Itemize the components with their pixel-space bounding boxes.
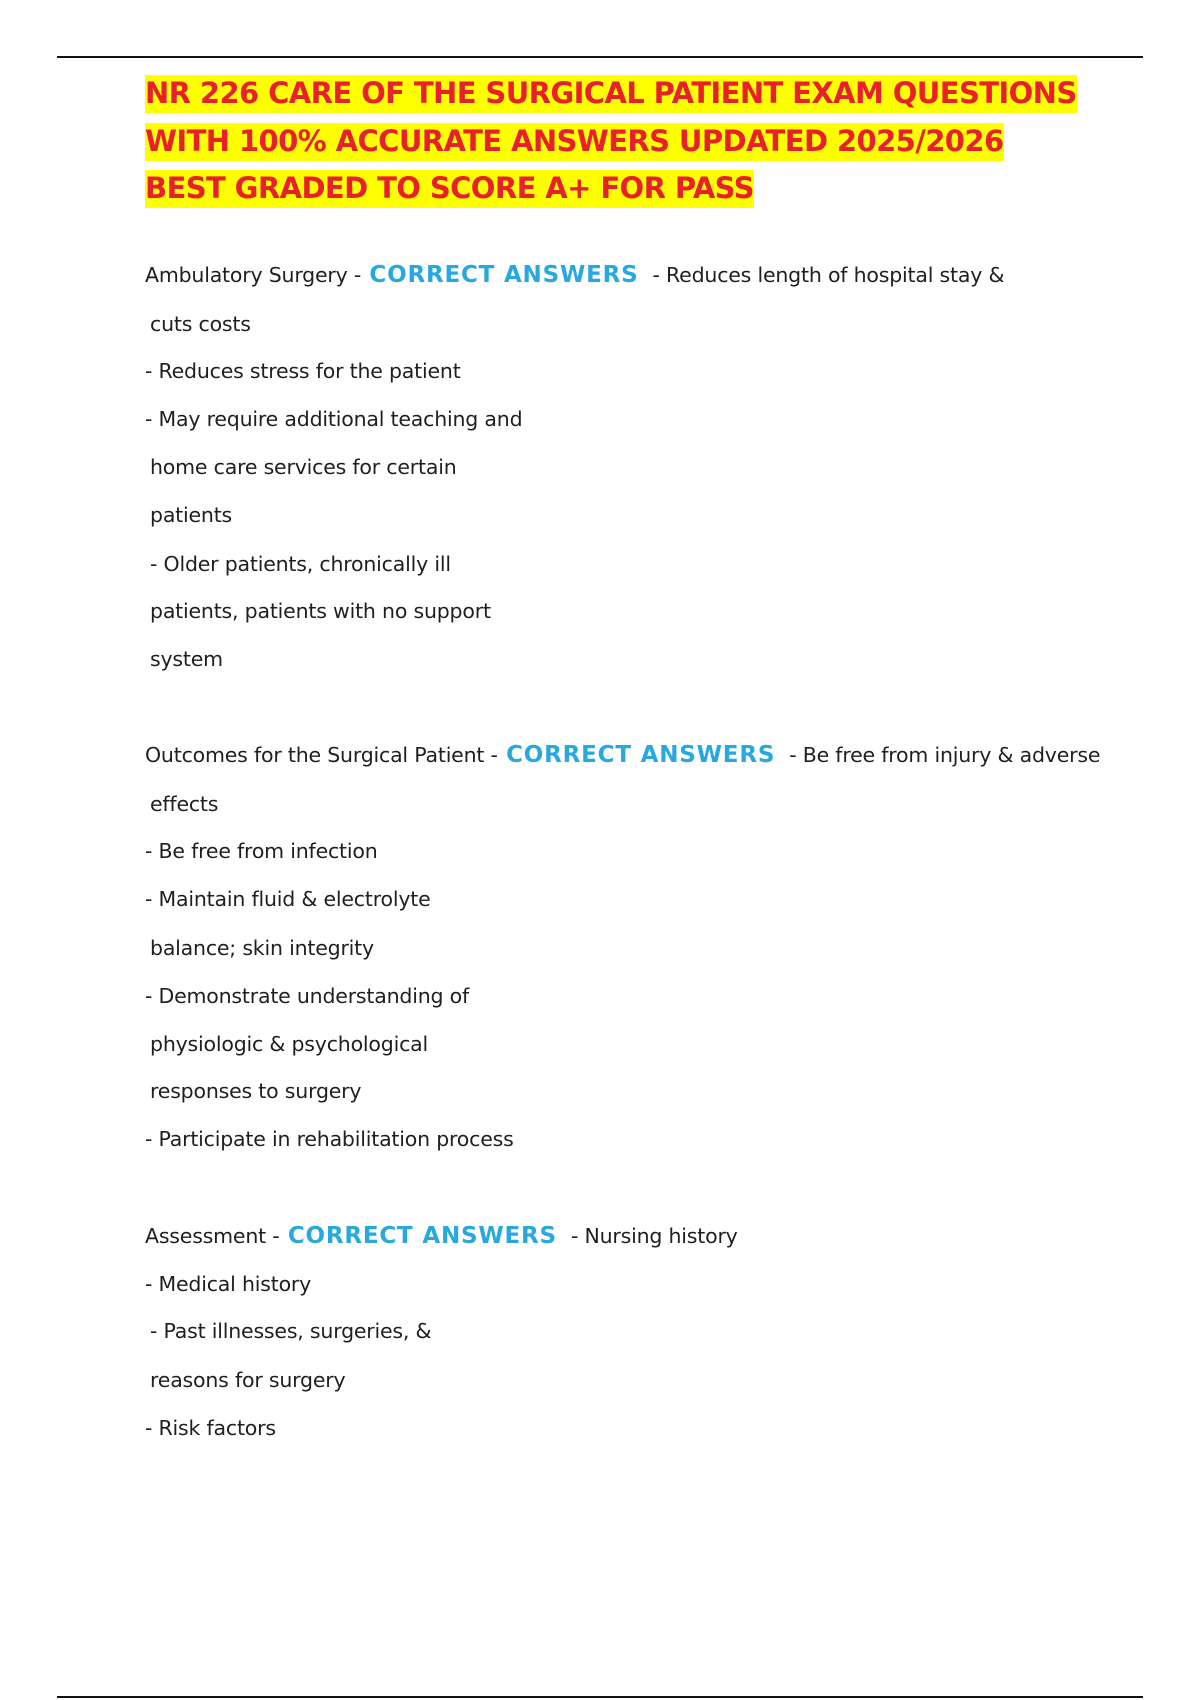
answer-line: - Medical history <box>145 1272 312 1296</box>
term-label: Ambulatory Surgery - <box>145 263 362 287</box>
term-label: Assessment - <box>145 1224 280 1248</box>
term-label: Outcomes for the Surgical Patient - <box>145 743 498 767</box>
answer-line: system <box>150 647 223 671</box>
answer-line: patients <box>150 503 233 527</box>
answer-line: - Maintain fluid & electrolyte <box>145 887 431 911</box>
answer-line: physiologic & psychological <box>150 1032 428 1056</box>
correct-answers-label: CORRECT ANSWERS <box>369 262 639 288</box>
document-title <box>145 70 1085 213</box>
answer-line: effects <box>150 792 219 816</box>
answer-line: - Older patients, chronically ill <box>150 552 451 576</box>
answer-line: balance; skin integrity <box>150 936 374 960</box>
answer-first-line: - Reduces length of hospital stay & <box>652 263 1005 287</box>
answer-first-line: - Nursing history <box>570 1224 738 1248</box>
answer-line: - Risk factors <box>145 1416 276 1440</box>
answer-line: patients, patients with no support <box>150 599 491 623</box>
section-heading-outcomes <box>145 741 1100 769</box>
answer-line: - May require additional teaching and <box>145 407 523 431</box>
answer-line: home care services for certain <box>150 455 457 479</box>
answer-line: - Be free from infection <box>145 839 378 863</box>
correct-answers-label: CORRECT ANSWERS <box>287 1223 557 1249</box>
title-highlight: NR 226 CARE OF THE SURGICAL PATIENT EXAM QUESTIONS WITH 100% ACCURATE ANSWERS UPDATED 2025/2026 BEST GRADED TO SCORE A+ FOR PASS <box>145 75 1077 208</box>
answer-line: responses to surgery <box>150 1079 362 1103</box>
section-heading-assessment <box>145 1222 738 1250</box>
answer-line: - Demonstrate understanding of <box>145 984 469 1008</box>
answer-line: cuts costs <box>150 312 251 336</box>
answer-first-line: - Be free from injury & adverse <box>789 743 1101 767</box>
section-heading-ambulatory <box>145 261 1004 289</box>
answer-line: - Participate in rehabilitation process <box>145 1127 514 1151</box>
bottom-divider <box>57 1696 1143 1698</box>
answer-line: - Reduces stress for the patient <box>145 359 461 383</box>
answer-line: - Past illnesses, surgeries, & <box>150 1319 432 1343</box>
correct-answers-label: CORRECT ANSWERS <box>506 742 776 768</box>
top-divider <box>57 56 1143 58</box>
answer-line: reasons for surgery <box>150 1368 346 1392</box>
